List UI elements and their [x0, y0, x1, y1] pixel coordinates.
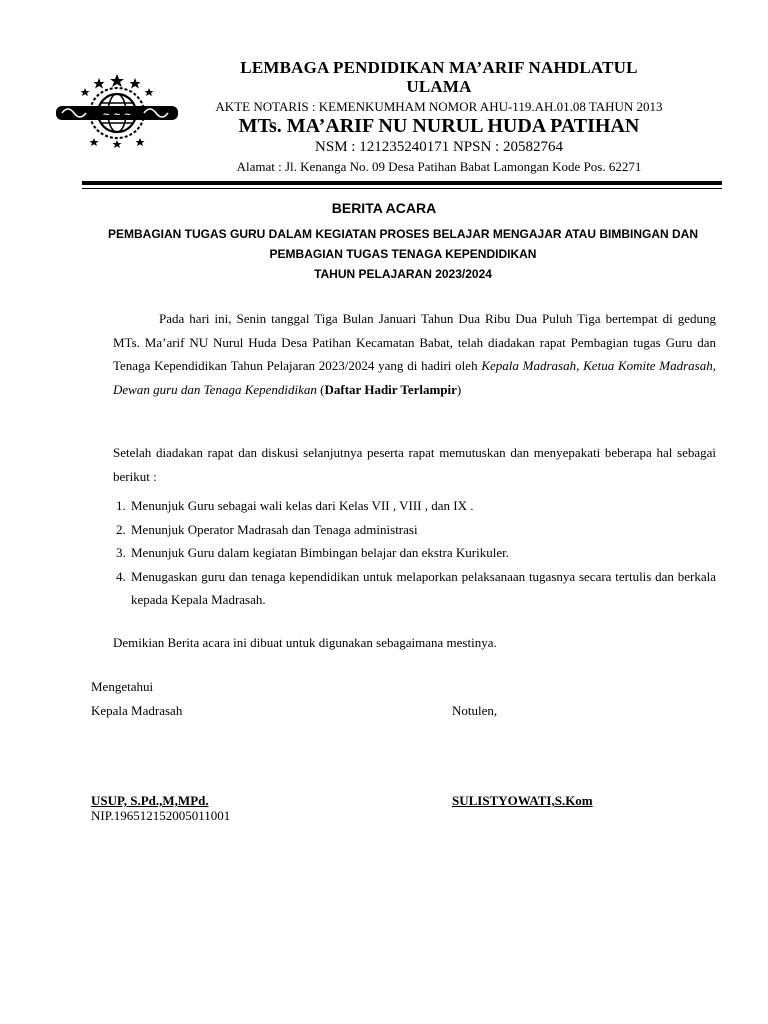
- decision-list: [113, 494, 716, 612]
- attendance-open-paren: (: [316, 381, 325, 397]
- list-item-number: 3.: [116, 545, 126, 560]
- list-item-text: Menunjuk Guru dalam kegiatan Bimbingan belajar dan ekstra Kurikuler.: [131, 545, 509, 560]
- notary-deed: AKTE NOTARIS : KEMENKUMHAM NOMOR AHU-119.AH.01.08 TAHUN 2013: [215, 99, 663, 114]
- document-title: BERITA ACARA: [331, 200, 437, 216]
- list-item-number: 2.: [116, 521, 126, 537]
- signature-right-role: Notulen,: [452, 703, 498, 718]
- attendance-note: Daftar Hadir Terlampir: [324, 381, 457, 397]
- attendees-text: Kepala Madrasah, Ketua Komite Madrasah, Dewan guru dan Tenaga Kependidikan: [113, 358, 716, 397]
- list-item-text: Menugaskan guru dan tenaga kependidikan untuk melaporkan pelaksanaan tugasnya secara tertulis dan berkala kepada Kepala Madrasah.: [131, 568, 716, 607]
- school-identifiers: NSM : 121235240171 NPSN : 20582764: [315, 139, 563, 155]
- letterhead-divider-thin: [82, 188, 722, 189]
- subtitle-line-2: PEMBAGIAN TUGAS TENAGA KEPENDIDIKAN: [269, 247, 537, 261]
- signature-right-name: SULISTYOWATI,S.Kom: [452, 793, 593, 808]
- subtitle-line-3: TAHUN PELAJARAN 2023/2024: [314, 267, 492, 281]
- list-item: [113, 565, 716, 612]
- letterhead: [176, 58, 702, 175]
- school-address: Alamat : Jl. Kenanga No. 09 Desa Patihan Babat Lamongan Kode Pos. 62271: [236, 159, 642, 174]
- signature-left-acknowledge: Mengetahui: [91, 679, 154, 694]
- institution-name-line2: ULAMA: [406, 77, 472, 96]
- list-item-text: Menunjuk Guru sebagai wali kelas dari Kelas VII , VIII , dan IX .: [131, 498, 474, 513]
- list-item: [113, 541, 716, 565]
- list-item: [113, 518, 716, 542]
- letterhead-divider-thick: [82, 181, 722, 185]
- opening-paragraph: [113, 307, 716, 401]
- closing-paragraph: Demikian Berita acara ini dibuat untuk digunakan sebagaimana mestinya.: [113, 635, 497, 650]
- opening-text: Pada hari ini, Senin tanggal Tiga Bulan Januari Tahun Dua Ribu Dua Puluh Tiga bertempat di gedung MTs. Ma’arif NU Nurul Huda Desa Patihan Kecamatan Babat, telah diadakan rapat Pembagian tugas Guru dan Tenaga Kependidikan Tahun Pelajaran 2023/2024 yang di hadiri oleh: [113, 311, 716, 373]
- signature-left-nip: NIP.196512152005011001: [91, 808, 231, 823]
- school-name: MTs. MA’ARIF NU NURUL HUDA PATIHAN: [238, 115, 640, 137]
- list-item-number: 1.: [116, 498, 126, 513]
- document-subtitle: [80, 224, 726, 284]
- decision-intro-paragraph: Setelah diadakan rapat dan diskusi selanjutnya peserta rapat memutuskan dan menyepakati beberapa hal sebagai berikut :: [113, 445, 716, 484]
- svg-text:~ ~ ~: ~ ~ ~: [102, 110, 132, 120]
- nahdlatul-ulama-logo: [52, 72, 182, 150]
- list-item: [113, 494, 716, 518]
- signature-left-name: USUP, S.Pd.,M,MPd.: [91, 793, 209, 808]
- list-item-text: Menunjuk Operator Madrasah dan Tenaga administrasi: [131, 521, 418, 537]
- attendance-close-paren: ): [456, 381, 462, 397]
- subtitle-line-1: PEMBAGIAN TUGAS GURU DALAM KEGIATAN PROSES BELAJAR MENGAJAR ATAU BIMBINGAN DAN: [107, 227, 698, 241]
- institution-name-line1: LEMBAGA PENDIDIKAN MA’ARIF NAHDLATUL: [240, 58, 638, 77]
- list-item-number: 4.: [116, 568, 126, 584]
- signature-left-role: Kepala Madrasah: [91, 703, 183, 718]
